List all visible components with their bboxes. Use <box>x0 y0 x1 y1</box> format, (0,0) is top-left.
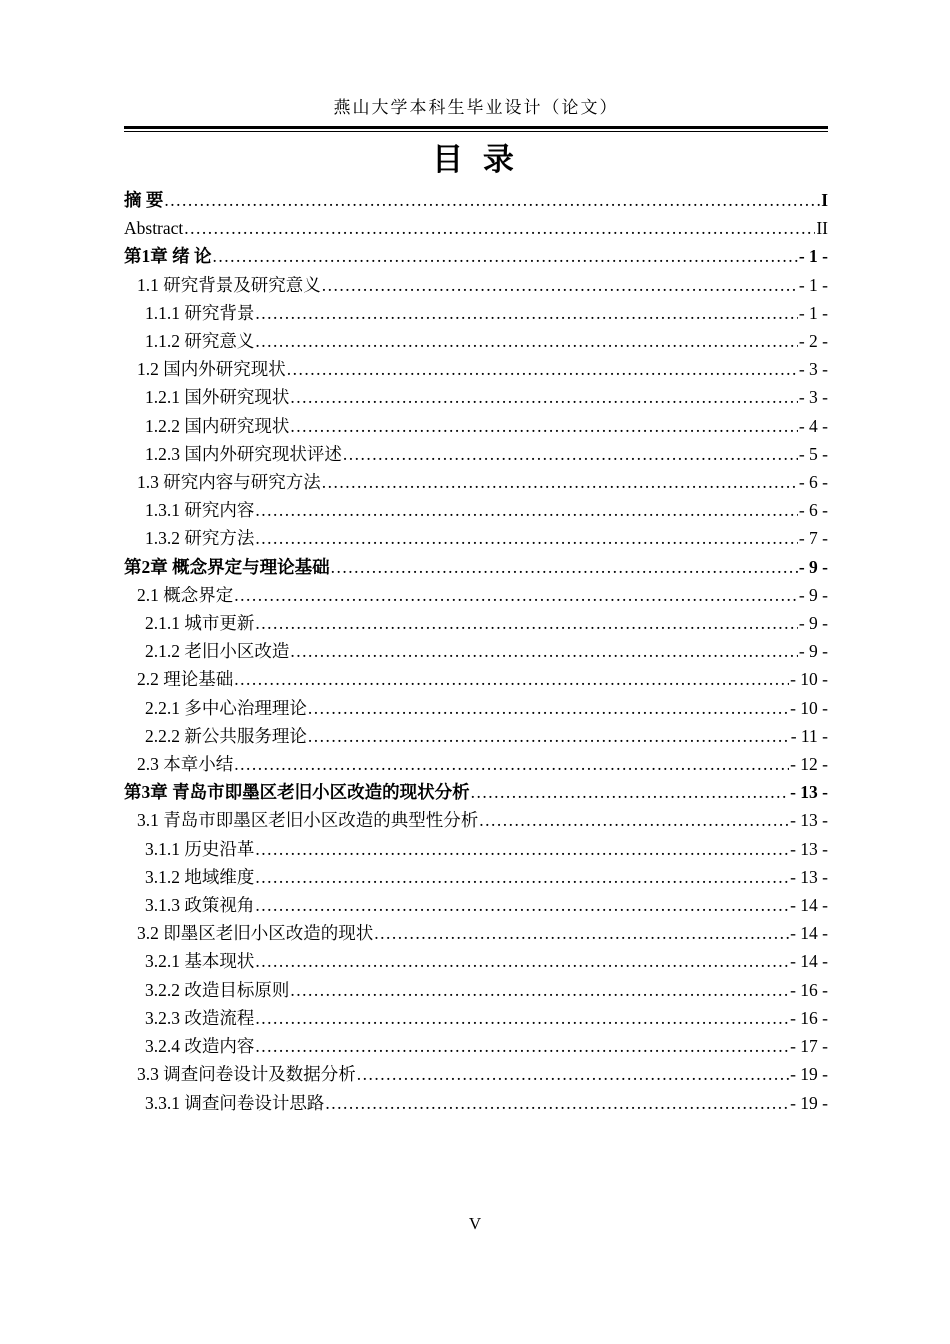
toc-entry[interactable] <box>124 299 828 327</box>
toc-page-number: - 9 - <box>798 641 828 662</box>
toc-page-number: - 10 - <box>790 697 828 718</box>
toc-page-number: - 13 - <box>790 866 828 887</box>
toc-leader-dots <box>234 750 789 778</box>
toc-page-number: - 19 - <box>790 1092 828 1113</box>
toc-entry-label: 3.3.1 调查问卷设计思路 <box>145 1092 325 1113</box>
toc-entry-label: 1.2.3 国内外研究现状评述 <box>145 443 342 464</box>
toc-entry[interactable] <box>124 891 828 919</box>
toc-page-number: - 6 - <box>798 472 828 493</box>
toc-leader-dots <box>255 327 797 355</box>
toc-entry[interactable] <box>124 806 828 834</box>
toc-entry[interactable] <box>124 553 828 581</box>
header-rule-thick <box>124 126 828 129</box>
toc-leader-dots <box>357 1060 789 1088</box>
toc-page-number: - 13 - <box>790 810 828 831</box>
toc-entry-label: 3.2 即墨区老旧小区改造的现状 <box>137 923 374 944</box>
toc-entry-label: 2.1.1 城市更新 <box>145 613 255 634</box>
footer-page-number: V <box>468 1214 482 1233</box>
toc-entry[interactable] <box>124 976 828 1004</box>
toc-page-number: - 1 - <box>798 274 828 295</box>
toc-entry[interactable] <box>124 412 828 440</box>
toc-entry-label: 第1章 绪 论 <box>124 246 212 267</box>
toc-page-number: - 10 - <box>790 669 828 690</box>
toc-leader-dots <box>479 806 789 834</box>
toc-entry-label: 1.3 研究内容与研究方法 <box>137 472 321 493</box>
toc-leader-dots <box>290 383 797 411</box>
toc-leader-dots <box>234 581 798 609</box>
toc-entry[interactable] <box>124 694 828 722</box>
toc-page-number: - 3 - <box>798 359 828 380</box>
toc-leader-dots <box>290 412 797 440</box>
toc-entry-label: 2.2.1 多中心治理理论 <box>145 697 307 718</box>
toc-page-number: - 1 - <box>798 302 828 323</box>
toc-entry-label: 3.1 青岛市即墨区老旧小区改造的典型性分析 <box>137 810 479 831</box>
toc-page-number: - 1 - <box>798 246 828 267</box>
toc-leader-dots <box>287 355 798 383</box>
toc-entry-label: 3.1.3 政策视角 <box>145 895 255 916</box>
toc-page-number: - 7 - <box>798 528 828 549</box>
toc-page-number: - 14 - <box>790 951 828 972</box>
page-title: 目 录 <box>432 142 520 177</box>
toc-leader-dots <box>255 524 797 552</box>
toc-entry[interactable] <box>124 1032 828 1060</box>
toc-page-number: - 9 - <box>798 613 828 634</box>
toc-entry[interactable] <box>124 327 828 355</box>
toc-leader-dots <box>374 919 789 947</box>
toc-entry-label: 2.3 本章小结 <box>137 754 234 775</box>
toc-entry-label: 1.2.2 国内研究现状 <box>145 415 290 436</box>
toc-entry[interactable] <box>124 383 828 411</box>
toc-entry[interactable] <box>124 947 828 975</box>
toc-entry[interactable] <box>124 496 828 524</box>
toc-leader-dots <box>255 496 797 524</box>
toc-page-number: I <box>821 190 828 210</box>
toc-entry-label: 1.2 国内外研究现状 <box>137 359 286 380</box>
toc-entry[interactable] <box>124 835 828 863</box>
toc-entry[interactable] <box>124 581 828 609</box>
toc-list <box>124 186 828 1117</box>
toc-leader-dots <box>255 609 797 637</box>
toc-entry-label: 1.3.1 研究内容 <box>145 500 255 521</box>
running-header: 燕山大学本科生毕业设计（论文） <box>333 98 619 117</box>
toc-page-number: - 19 - <box>790 1064 828 1085</box>
toc-entry[interactable] <box>124 1004 828 1032</box>
toc-page-number: - 9 - <box>798 556 828 577</box>
toc-leader-dots <box>255 947 789 975</box>
toc-entry-label: 3.2.2 改造目标原则 <box>145 979 290 1000</box>
toc-page-number: - 6 - <box>798 500 828 521</box>
toc-entry-label: 2.2 理论基础 <box>137 669 234 690</box>
toc-leader-dots <box>343 440 798 468</box>
toc-entry[interactable] <box>124 271 828 299</box>
toc-entry[interactable] <box>124 440 828 468</box>
toc-leader-dots <box>331 553 798 581</box>
toc-entry[interactable] <box>124 186 828 214</box>
toc-page-number: - 14 - <box>790 895 828 916</box>
toc-page-number: II <box>816 218 828 239</box>
toc-entry-label: 3.2.1 基本现状 <box>145 951 255 972</box>
toc-entry[interactable] <box>124 1060 828 1088</box>
toc-leader-dots <box>213 242 798 270</box>
header-rule-thin <box>124 131 828 132</box>
toc-entry[interactable] <box>124 919 828 947</box>
toc-entry[interactable] <box>124 722 828 750</box>
toc-entry[interactable] <box>124 750 828 778</box>
toc-entry[interactable] <box>124 1089 828 1117</box>
toc-entry-label: 1.1 研究背景及研究意义 <box>137 274 321 295</box>
toc-entry[interactable] <box>124 524 828 552</box>
toc-entry-label: 3.3 调查问卷设计及数据分析 <box>137 1064 356 1085</box>
toc-entry[interactable] <box>124 468 828 496</box>
toc-entry-label: 2.1 概念界定 <box>137 584 234 605</box>
toc-leader-dots <box>255 1032 789 1060</box>
toc-leader-dots <box>255 299 797 327</box>
toc-page-number: - 17 - <box>790 1036 828 1057</box>
toc-entry-label: 1.2.1 国外研究现状 <box>145 387 290 408</box>
toc-leader-dots <box>234 665 789 693</box>
toc-leader-dots <box>255 863 789 891</box>
toc-leader-dots <box>290 976 789 1004</box>
toc-entry-label: 第3章 青岛市即墨区老旧小区改造的现状分析 <box>124 782 470 803</box>
toc-entry-label: 3.2.3 改造流程 <box>145 1007 255 1028</box>
toc-entry-label: 3.1.2 地域维度 <box>145 866 255 887</box>
toc-leader-dots <box>164 186 820 214</box>
toc-page-number: - 2 - <box>798 331 828 352</box>
toc-leader-dots <box>322 271 798 299</box>
toc-leader-dots <box>184 214 815 242</box>
toc-page-number: - 14 - <box>790 923 828 944</box>
toc-entry-label: 第2章 概念界定与理论基础 <box>124 556 330 577</box>
toc-entry-label: 1.1.2 研究意义 <box>145 331 255 352</box>
toc-page-number: - 12 - <box>790 754 828 775</box>
toc-page-number: - 3 - <box>798 387 828 408</box>
toc-entry[interactable] <box>124 863 828 891</box>
toc-leader-dots <box>322 468 798 496</box>
toc-page-number: - 13 - <box>790 782 828 803</box>
toc-page-number: - 16 - <box>790 1007 828 1028</box>
toc-leader-dots <box>255 1004 789 1032</box>
toc-entry-label: 3.1.1 历史沿革 <box>145 838 255 859</box>
toc-entry-label: 2.1.2 老旧小区改造 <box>145 641 290 662</box>
toc-page-number: - 11 - <box>790 725 828 746</box>
toc-page-number: - 5 - <box>798 443 828 464</box>
toc-entry[interactable] <box>124 609 828 637</box>
toc-entry-label: 1.1.1 研究背景 <box>145 302 255 323</box>
toc-page-number: - 13 - <box>790 838 828 859</box>
toc-leader-dots <box>255 835 789 863</box>
toc-entry[interactable] <box>124 355 828 383</box>
toc-leader-dots <box>308 694 789 722</box>
toc-entry[interactable] <box>124 665 828 693</box>
toc-entry-label: 摘 要 <box>124 190 164 210</box>
toc-page-number: - 4 - <box>798 415 828 436</box>
toc-leader-dots <box>308 722 790 750</box>
toc-entry[interactable] <box>124 778 828 806</box>
toc-leader-dots <box>290 637 797 665</box>
toc-entry-label: Abstract <box>124 218 184 239</box>
toc-leader-dots <box>325 1089 789 1117</box>
toc-entry-label: 2.2.2 新公共服务理论 <box>145 725 307 746</box>
toc-entry-label: 3.2.4 改造内容 <box>145 1036 255 1057</box>
toc-page-number: - 16 - <box>790 979 828 1000</box>
toc-page-number: - 9 - <box>798 584 828 605</box>
toc-entry[interactable] <box>124 242 828 270</box>
toc-entry[interactable] <box>124 214 828 242</box>
toc-leader-dots <box>471 778 789 806</box>
toc-entry-label: 1.3.2 研究方法 <box>145 528 255 549</box>
toc-leader-dots <box>255 891 789 919</box>
toc-entry[interactable] <box>124 637 828 665</box>
